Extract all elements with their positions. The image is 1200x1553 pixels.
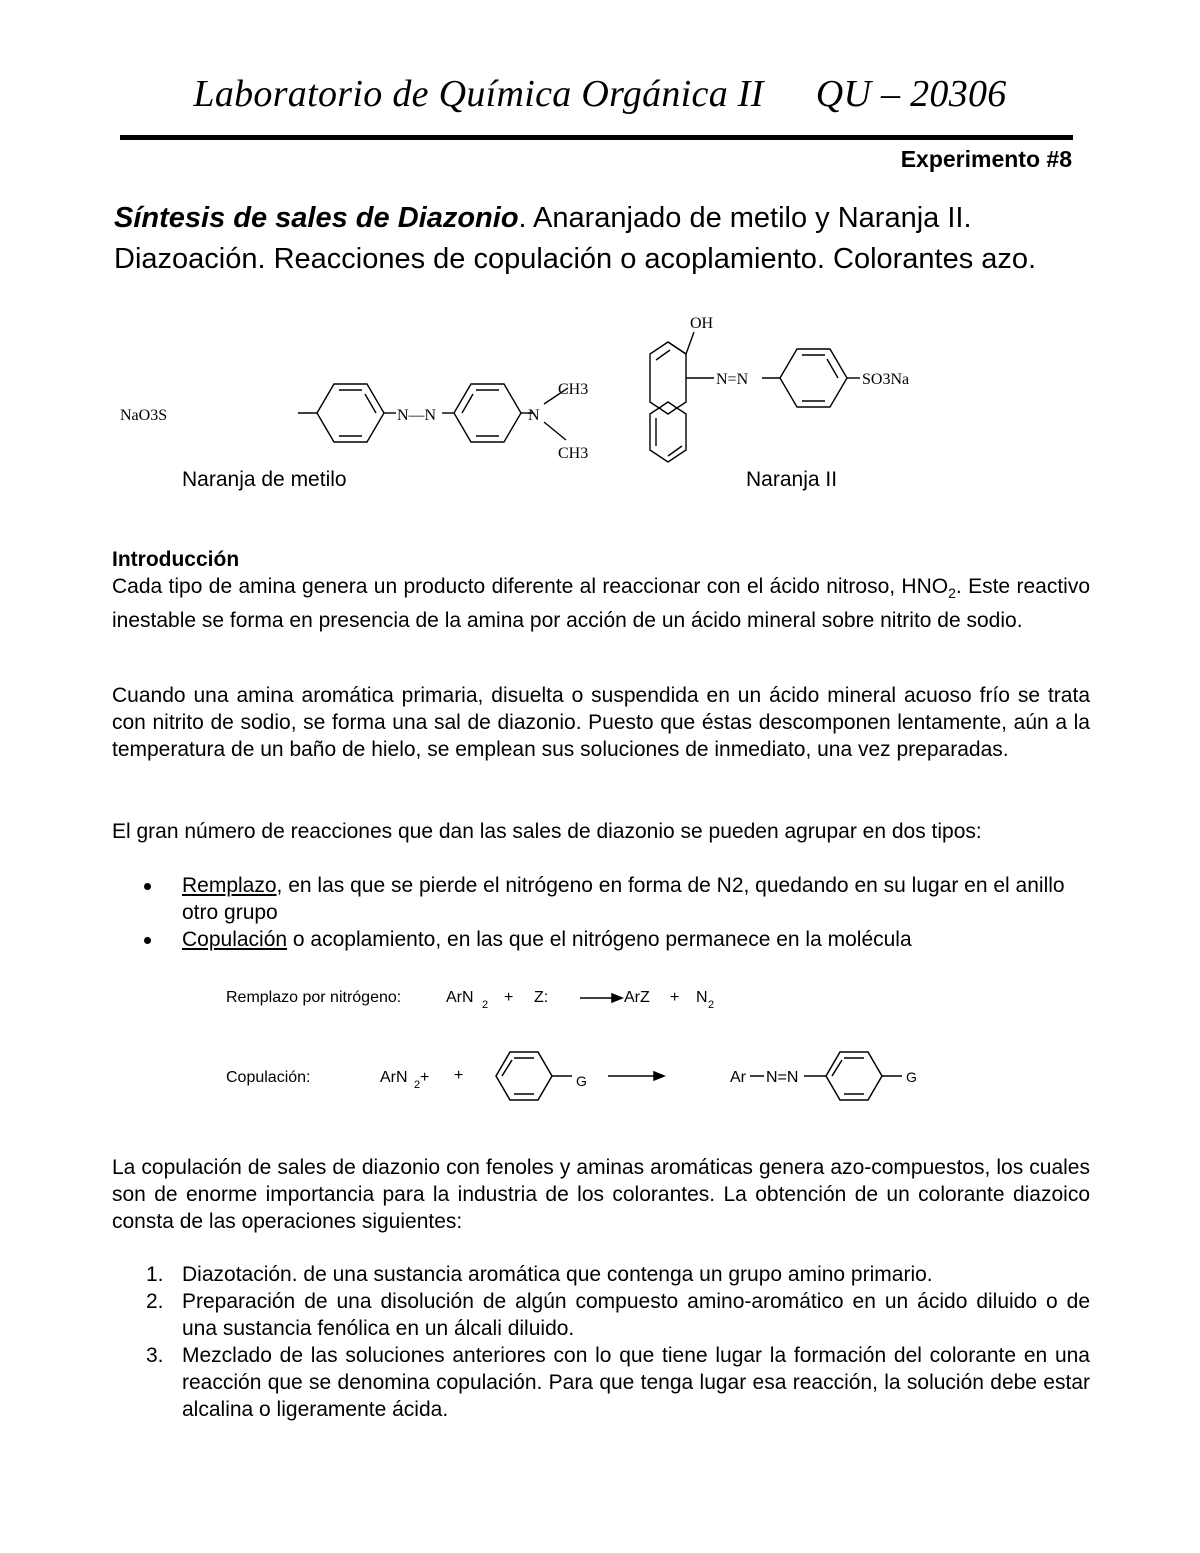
step-number: 2. xyxy=(146,1290,164,1313)
replacement-p2-sub: 2 xyxy=(708,999,715,1011)
coupling-g: G xyxy=(576,1073,587,1089)
replacement-p1: ArZ xyxy=(624,989,650,1006)
methyl-groups xyxy=(558,380,626,470)
amine-n-label: N xyxy=(528,407,540,424)
lab-title: Laboratorio de Química Orgánica II xyxy=(193,73,764,115)
document-title xyxy=(114,198,1094,280)
step-number: 1. xyxy=(146,1263,164,1286)
intro-paragraph-1 xyxy=(112,546,1090,634)
coupling-label: Copulación: xyxy=(226,1069,311,1086)
step-text: Diazotación. de una sustancia aromática que contenga un grupo amino primario. xyxy=(182,1263,933,1286)
intro-p1-sub: 2 xyxy=(948,585,956,602)
intro-p1-end: . Este reactivo inestable se forma en presencia de la amina por acción de un ácido mineral sobre nitrito de sodio. xyxy=(112,575,1090,633)
step-number: 3. xyxy=(146,1344,164,1367)
list-item xyxy=(112,1342,1090,1423)
title-bold: Síntesis de sales de Diazonio xyxy=(114,202,519,234)
so3na-label: SO3Na xyxy=(862,371,910,388)
caption-methyl-orange: Naranja de metilo xyxy=(182,468,347,491)
experiment-number: Experimento #8 xyxy=(900,146,1072,172)
replacement-p2: N xyxy=(696,989,708,1006)
list-item xyxy=(112,872,1090,926)
replacement-label: Remplazo por nitrógeno: xyxy=(226,989,402,1006)
replacement-r1: ArN xyxy=(446,989,474,1006)
intro-p1-text: Cada tipo de amina genera un producto diferente al reaccionar con el ácido nitroso, HNO xyxy=(112,575,949,598)
caption-orange-ii: Naranja II xyxy=(746,468,838,491)
course-code: QU – 20306 xyxy=(815,73,1007,115)
list-item xyxy=(112,1288,1090,1342)
replacement-r2: Z: xyxy=(534,989,549,1006)
intro-paragraph-2: Cuando una amina aromática primaria, disuelta o suspendida en un ácido mineral acuoso frío se trata con nitrito de sodio, se forma una sal de diazonio. Puesto que éstas descomponen lentamente, aún a la temperatura de un baño de hielo, se emplean sus soluciones de inmediato, una vez preparadas. xyxy=(112,684,1090,761)
bullet-text: o acoplamiento, en las que el nitrógeno permanece en la molécula xyxy=(287,928,912,951)
intro-heading: Introducción xyxy=(112,548,240,571)
azo-label-ii: N=N xyxy=(716,371,749,388)
intro-paragraph-3: El gran número de reacciones que dan las sales de diazonio se pueden agrupar en dos tipos: xyxy=(112,820,982,843)
azo-label: N—N xyxy=(397,407,437,424)
reaction-scheme xyxy=(220,976,940,1116)
coupling-g2: G xyxy=(906,1069,917,1085)
title-rest: . Anaranjado de metilo y Naranja II. Diazoación. Reacciones de copulación o acoplamiento. Colorantes azo. xyxy=(114,202,1037,275)
orange-ii-structure xyxy=(628,306,948,466)
replacement-plus: + xyxy=(504,989,514,1006)
bullet-term: Copulación xyxy=(182,928,288,951)
coupling-plus: + xyxy=(454,1067,464,1084)
list-item xyxy=(112,1261,1090,1288)
replacement-plus-2: + xyxy=(670,989,680,1006)
bullet-text: , en las que se pierde el nitrógeno en forma de N2, quedando en su lugar en el anillo otro grupo xyxy=(182,874,1065,924)
bullet-term: Remplazo xyxy=(182,874,277,897)
coupling-r1-sub: 2 xyxy=(414,1079,421,1091)
ch3-bottom-label: CH3 xyxy=(558,445,589,462)
step-text: Preparación de una disolución de algún compuesto amino-aromático en un ácido diluido o de una sustancia fenólica en un álcali diluido. xyxy=(182,1290,1090,1340)
coupling-r1-charge: + xyxy=(420,1069,430,1086)
oh-label: OH xyxy=(690,315,714,332)
steps-list xyxy=(112,1261,1090,1423)
list-item xyxy=(112,926,1090,953)
bullet-icon xyxy=(144,937,151,944)
coupling-r1: ArN xyxy=(380,1069,408,1086)
reaction-types-list xyxy=(112,872,1090,953)
step-text: Mezclado de las soluciones anteriores con lo que tiene lugar la formación del colorante en una reacción que se denomina copulación. Para que tenga lugar esa reacción, la solución debe estar alcalina o ligeramente ácida. xyxy=(182,1344,1090,1421)
replacement-r1-sub: 2 xyxy=(482,999,489,1011)
paragraph-4: La copulación de sales de diazonio con fenoles y aminas aromáticas genera azo-compuestos, los cuales son de enorme importancia para la industria de los colorantes. La obtención de un colorante diazoico consta de las operaciones siguientes: xyxy=(112,1156,1090,1233)
coupling-ar: Ar xyxy=(730,1069,746,1086)
bullet-icon xyxy=(144,883,151,890)
naO3s-label: NaO3S xyxy=(120,407,168,424)
coupling-azo: N=N xyxy=(766,1069,799,1086)
header-rule xyxy=(120,135,1073,140)
header-title xyxy=(0,72,1200,116)
methyl-orange-structure xyxy=(112,370,532,470)
ch3-top-label: CH3 xyxy=(558,381,589,398)
